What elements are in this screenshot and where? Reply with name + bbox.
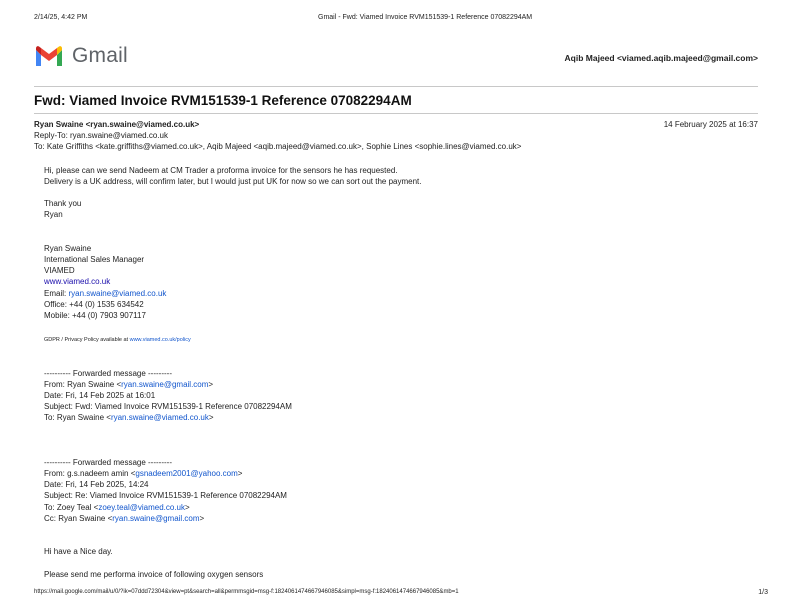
account-label: Aqib Majeed <viamed.aqib.majeed@gmail.com> [564, 53, 758, 63]
forward-2-to-end: > [185, 503, 190, 512]
forward-1-from [44, 379, 213, 390]
forward-1-to-email-link[interactable]: ryan.swaine@viamed.co.uk [110, 413, 209, 422]
forward-1-to [44, 412, 214, 423]
signature-mobile: Mobile: +44 (0) 7903 907117 [44, 311, 146, 320]
email-date: 14 February 2025 at 16:37 [663, 120, 758, 129]
forward-2-cc-label: Cc: Ryan Swaine < [44, 514, 113, 523]
signature-title: International Sales Manager [44, 255, 145, 264]
gdpr-line [44, 337, 191, 343]
forward-2-from-label: From: g.s.nadeem amin < [44, 469, 136, 478]
forward-1-to-end: > [208, 413, 214, 422]
signature-office: Office: +44 (0) 1535 634542 [44, 300, 144, 309]
forward-1-header: ---------- Forwarded message --------- [44, 369, 172, 378]
forward-2-cc [44, 513, 204, 524]
gmail-logo-icon [34, 44, 64, 68]
email-from [34, 120, 199, 130]
email-subject: Fwd: Viamed Invoice RVM151539-1 Reference 07082294AM [34, 93, 412, 108]
forward-1-from-end: > [208, 380, 214, 389]
body-thanks: Thank you [44, 199, 82, 208]
forward-2-subject: Subject: Re: Viamed Invoice RVM151539-1 Reference 07082294AM [44, 491, 287, 500]
sender: Ryan Swaine <ryan.swaine@viamed.co.uk> [34, 120, 200, 129]
forward-1-from-label: From: Ryan Swaine < [44, 380, 122, 389]
print-url: https://mail.google.com/mail/u/0/?ik=07ddd72304&view=pt&search=all&permmsgid=msg-f:1824061474667946085&simpl=msg-f:1824061474667946085&mb=1 [34, 589, 459, 595]
forward-1-subject: Subject: Fwd: Viamed Invoice RVM151539-1 Reference 07082294AM [44, 402, 292, 411]
divider-subject [34, 113, 758, 114]
email-to: To: Kate Griffiths <kate.griffiths@viamed.co.uk>, Aqib Majeed <aqib.majeed@viamed.co.uk>, Sophie Lines <sophie.lines@viamed.co.uk> [34, 142, 522, 151]
signature-company: VIAMED [44, 266, 75, 275]
body-line-1: Hi, please can we send Nadeem at CM Trader a proforma invoice for the sensors he has requested. [44, 166, 398, 175]
signature-email-link[interactable]: ryan.swaine@viamed.co.uk [68, 289, 167, 298]
forward-2-from-email-link[interactable]: gsnadeem2001@yahoo.com [135, 469, 238, 478]
forward-2-from [44, 468, 242, 479]
body-greeting: Hi have a Nice day. [44, 547, 113, 556]
forward-2-to [44, 502, 190, 513]
signature-email-row [44, 288, 166, 299]
forward-1-to-label: To: Ryan Swaine < [44, 413, 111, 422]
forward-1-date: Date: Fri, 14 Feb 2025 at 16:01 [44, 391, 156, 400]
signature-email-label: Email: [44, 289, 69, 298]
forward-2-cc-end: > [199, 514, 205, 523]
divider-top [34, 86, 758, 87]
forward-1-from-email-link[interactable]: ryan.swaine@gmail.com [121, 380, 209, 389]
print-datetime: 2/14/25, 4:42 PM [34, 14, 88, 21]
body-line-2: Delivery is a UK address, will confirm later, but I would just put UK for now so we can sort out the payment. [44, 177, 422, 186]
signature-name: Ryan Swaine [44, 244, 92, 253]
print-title: Gmail - Fwd: Viamed Invoice RVM151539-1 Reference 07082294AM [318, 14, 533, 21]
body-name: Ryan [44, 210, 63, 219]
gdpr-policy-link[interactable]: www.viamed.co.uk/policy [129, 337, 191, 343]
gdpr-prefix: GDPR / Privacy Policy available at [44, 337, 130, 343]
gmail-logo-text: Gmail [72, 44, 128, 67]
signature-website-link[interactable]: www.viamed.co.uk [44, 277, 111, 286]
forward-2-to-label: To: Zoey Teal < [44, 503, 99, 512]
forward-2-cc-email-link[interactable]: ryan.swaine@gmail.com [112, 514, 200, 523]
forward-2-header: ---------- Forwarded message --------- [44, 458, 172, 467]
forward-2-from-end: > [237, 469, 243, 478]
email-reply-to: Reply-To: ryan.swaine@viamed.co.uk [34, 131, 168, 140]
forward-2-to-email-link[interactable]: zoey.teal@viamed.co.uk [98, 503, 186, 512]
print-page-number: 1/3 [758, 589, 768, 596]
forward-2-date: Date: Fri, 14 Feb 2025, 14:24 [44, 480, 149, 489]
body-request: Please send me performa invoice of following oxygen sensors [44, 570, 264, 579]
